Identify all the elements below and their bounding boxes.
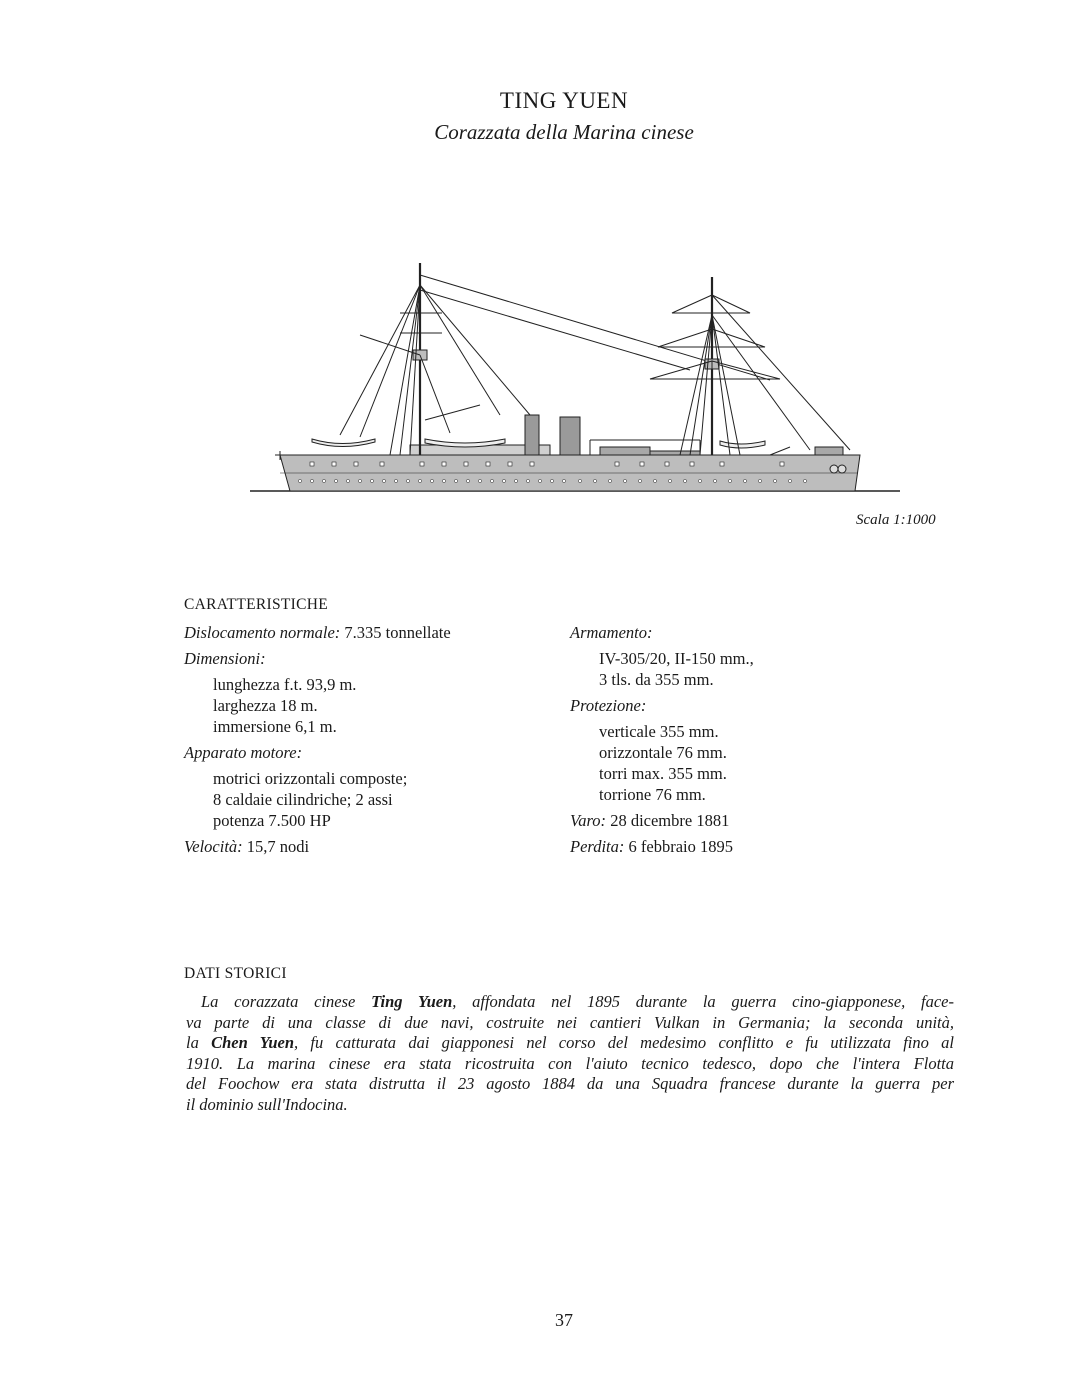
- history-line-1: [186, 992, 954, 1013]
- armament-label: Armamento:: [570, 623, 653, 642]
- displacement-row: [184, 622, 554, 643]
- ship-profile-drawing: [250, 255, 900, 500]
- displacement-label: Dislocamento normale:: [184, 623, 341, 642]
- protection-label: Protezione:: [570, 696, 647, 715]
- protection-horizontal: orizzontale 76 mm.: [599, 743, 727, 762]
- page-subtitle: Corazzata della Marina cinese: [434, 120, 694, 144]
- history-text-2: , affondata nel 1895 durante la guerra cino-giapponese, face-: [452, 992, 954, 1011]
- history-text-3: la: [186, 1033, 212, 1052]
- loss-value: 6 febbraio 1895: [628, 837, 733, 856]
- launch-value: 28 dicembre 1881: [610, 811, 730, 830]
- protection-turrets: torri max. 355 mm.: [599, 764, 727, 783]
- engine-line-2: 8 caldaie cilindriche; 2 assi: [213, 790, 393, 809]
- speed-label: Velocità:: [184, 837, 243, 856]
- dimension-beam: larghezza 18 m.: [213, 696, 318, 715]
- dimension-length: lunghezza f.t. 93,9 m.: [213, 675, 357, 694]
- history-paragraph: [186, 992, 954, 1115]
- history-heading: DATI STORICI: [184, 965, 287, 982]
- history-line-6: il dominio sull'Indocina.: [186, 1094, 348, 1114]
- history-line-4: 1910. La marina cinese era stata ricostruita con l'aiuto tecnico tedesco, dopo che l'intera Flotta: [186, 1053, 954, 1073]
- loss-row: [570, 836, 970, 857]
- engine-line-3: potenza 7.500 HP: [213, 811, 331, 830]
- launch-row: [570, 810, 970, 831]
- page-title: TING YUEN: [499, 88, 629, 113]
- drawing-scale-note: Scala 1:1000: [856, 512, 936, 528]
- history-line-5: del Foochow era stata distrutta il 23 agosto 1884 da una Squadra francese durante la guerra per: [186, 1074, 954, 1093]
- protection-conning-tower: torrione 76 mm.: [599, 785, 706, 804]
- engine-label: Apparato motore:: [184, 743, 303, 762]
- specs-right-column: [570, 622, 970, 857]
- history-line-2: va parte di una classe di due navi, costruite nei cantieri Vulkan in Germania; la seconda unità,: [186, 1012, 954, 1032]
- protection-vertical: verticale 355 mm.: [599, 722, 719, 741]
- ship-name-chen-yuen: Chen Yuen: [211, 1033, 295, 1052]
- history-text-1: La corazzata cinese: [201, 992, 372, 1011]
- specs-left-column: [184, 622, 554, 857]
- engine-line-1: motrici orizzontali composte;: [213, 769, 408, 788]
- page-number: 37: [555, 1310, 573, 1330]
- specs-heading: CARATTERISTICHE: [184, 596, 328, 613]
- dimensions-label: Dimensioni:: [184, 649, 266, 668]
- armament-line-1: IV-305/20, II-150 mm.,: [599, 649, 754, 668]
- ship-name-ting-yuen: Ting Yuen: [371, 992, 453, 1011]
- loss-label: Perdita:: [570, 837, 625, 856]
- history-text-4: , fu catturata dai giapponesi nel corso del medesimo conflitto e fu utilizzata fino al: [294, 1033, 955, 1052]
- history-line-3: [186, 1033, 954, 1054]
- displacement-value: 7.335 tonnellate: [344, 623, 451, 642]
- armament-line-2: 3 tls. da 355 mm.: [599, 670, 714, 689]
- speed-value: 15,7 nodi: [246, 837, 310, 856]
- speed-row: [184, 836, 554, 857]
- dimension-draught: immersione 6,1 m.: [213, 717, 337, 736]
- launch-label: Varo:: [570, 811, 607, 830]
